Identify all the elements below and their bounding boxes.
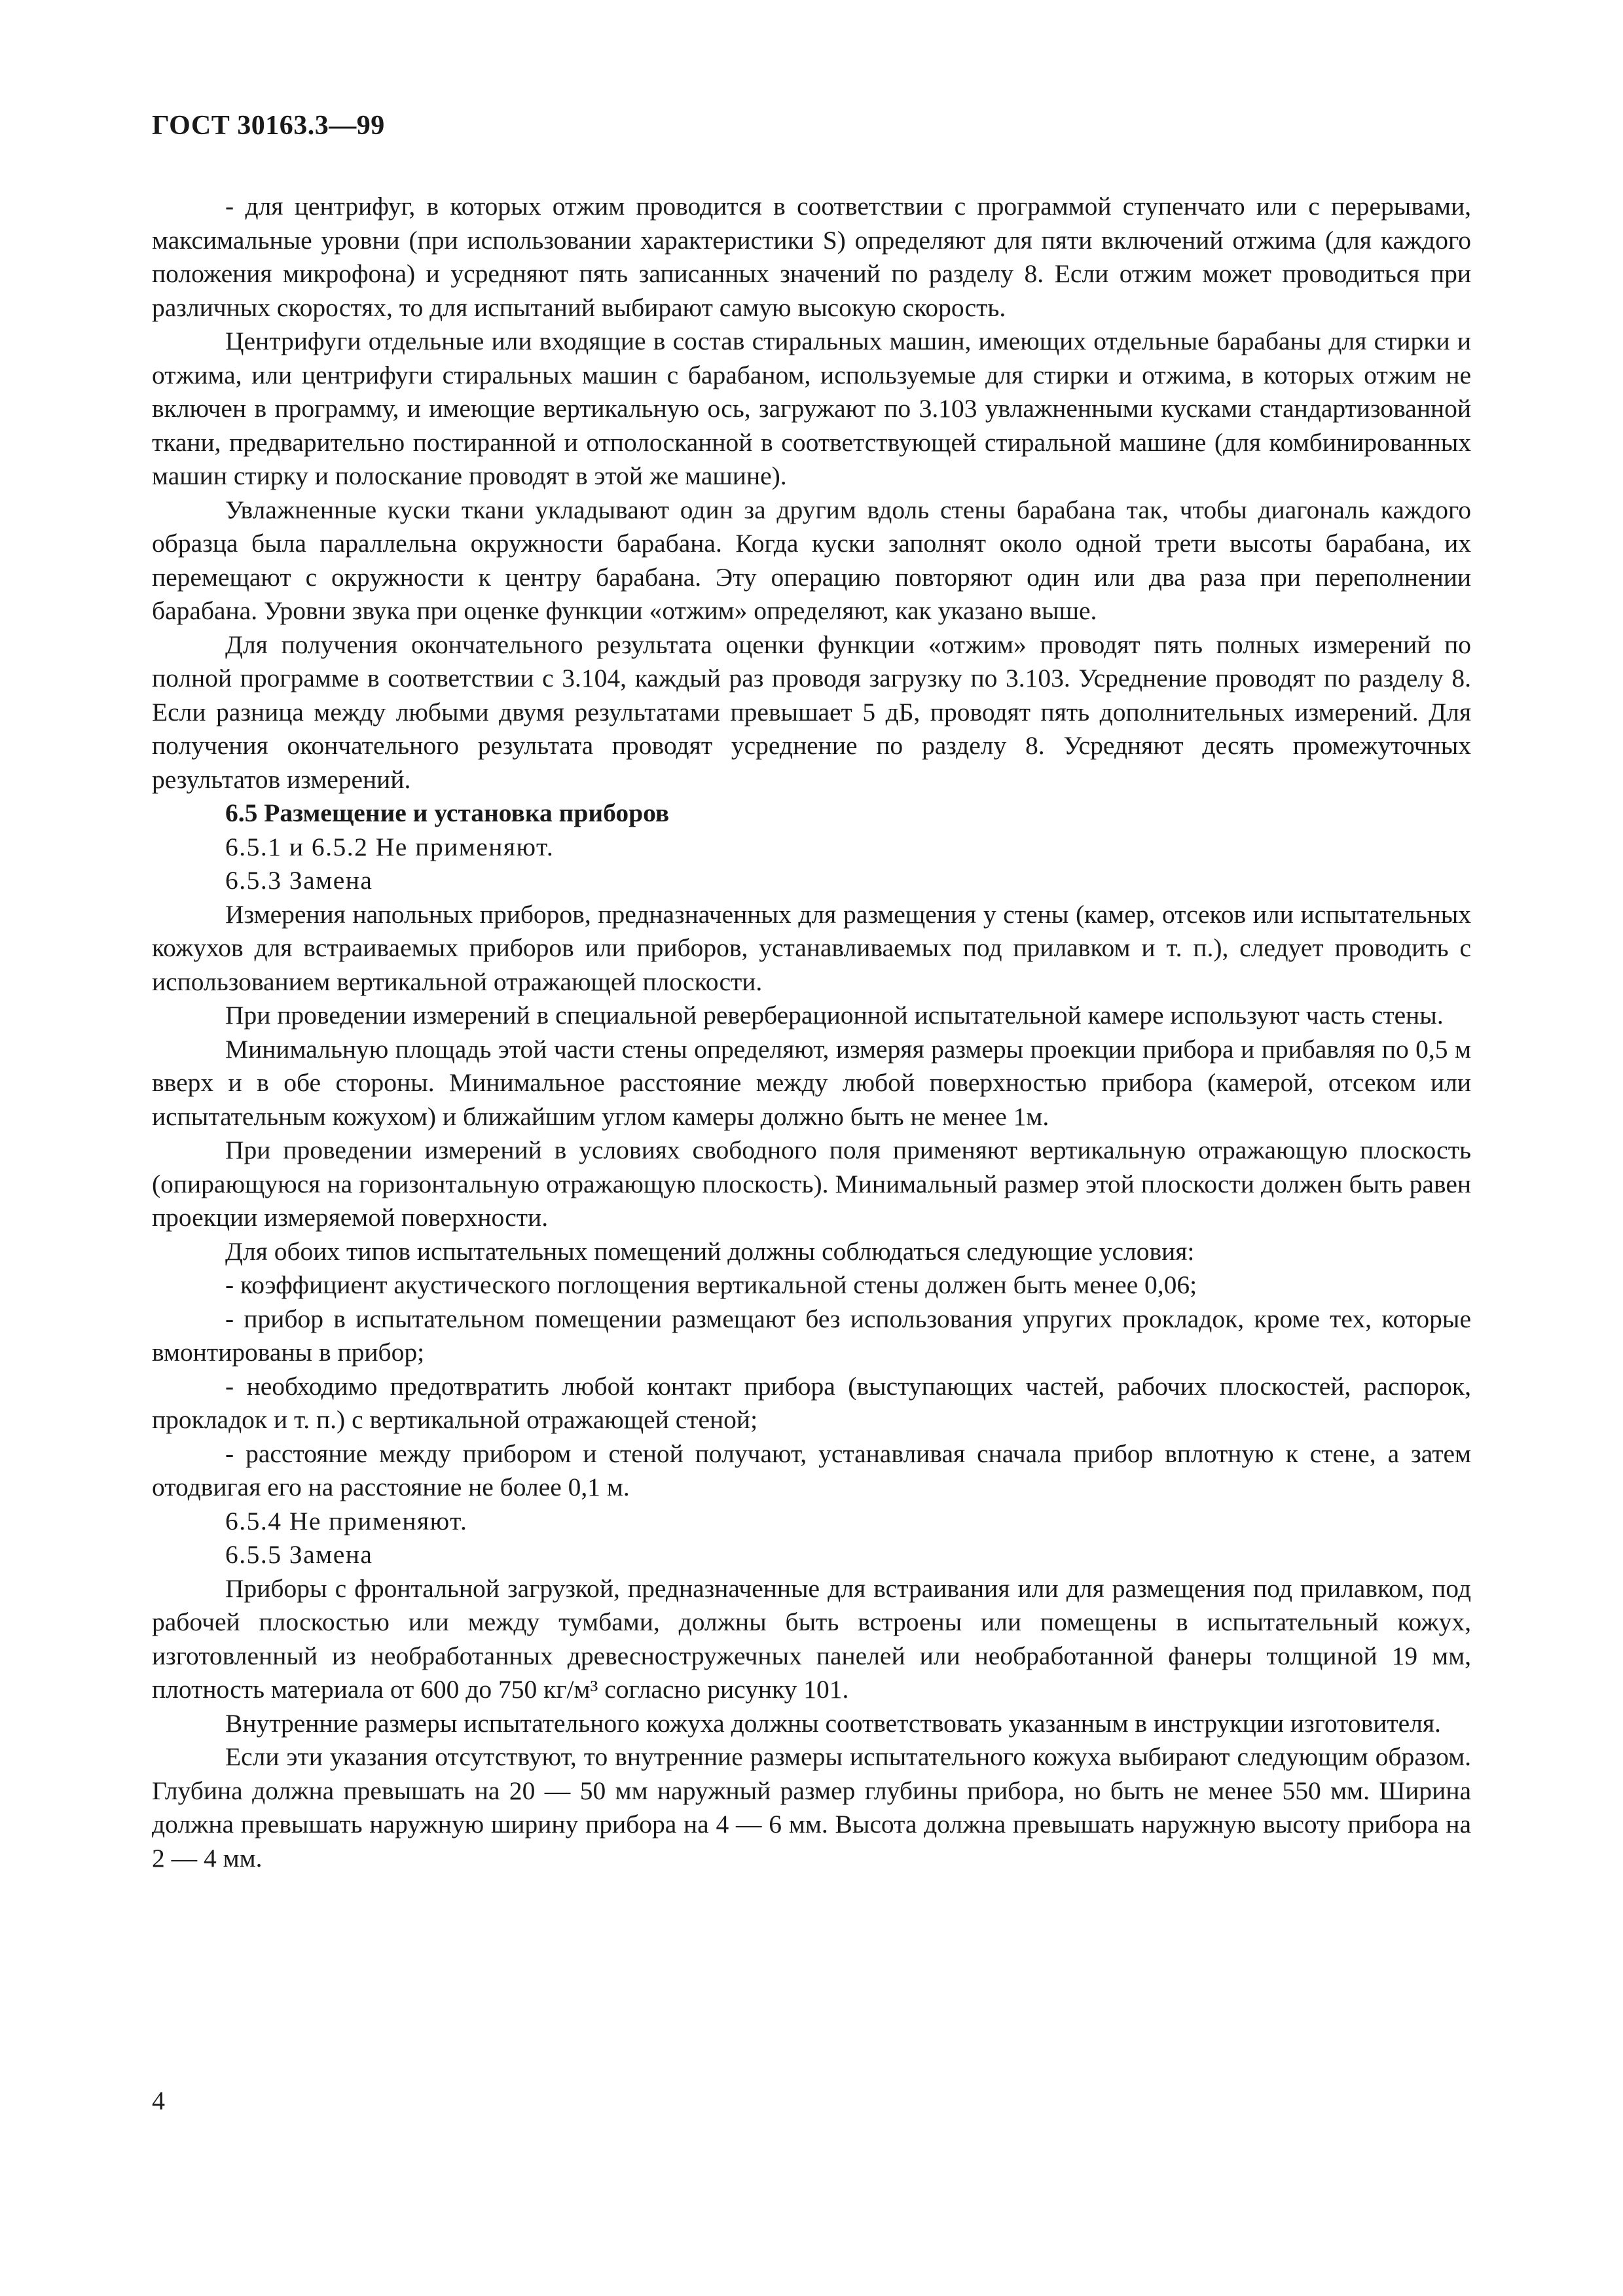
paragraph: Центрифуги отдельные или входящие в состав стиральных машин, имеющих отдельные барабаны для стирки и отжима, или центрифуги стиральных машин с барабаном, используемые для стирки и отжима, в которых отжим не включен в программу, и имеющие вертикальную ось, загружают по 3.103 увлажненными кусками стандартизованной ткани, предварительно постиранной и отполосканной в соответствующей стиральной машине (для комбинированных машин стирку и полоскание проводят в этой же машине). [152,327,1471,490]
body-text [152,190,1471,1875]
paragraph: - для центрифуг, в которых отжим проводится в соответствии с программой ступенчато или с перерывами, максимальные уровни (при использовании характеристики S) определяют для пяти включений отжима (для каждого положения микрофона) и усредняют пять записанных значений по разделу 8. Если отжим может проводиться при различных скоростях, то для испытаний выбирают самую высокую скорость. [152,192,1471,322]
subsection-line: 6.5.1 и 6.5.2 Не применяют. [225,832,555,861]
paragraph: Для обоих типов испытательных помещений должны соблюдаться следующие условия: [225,1236,1195,1266]
paragraph: Минимальную площадь этой части стены определяют, измеряя размеры проекции прибора и прибавляя по 0,5 м вверх и в обе стороны. Минимальное расстояние между любой поверхностью прибора (камерой, отсеком или испытательным кожухом) и ближайшим углом камеры должно быть не менее 1м. [152,1034,1471,1131]
paragraph: При проведении измерений в специальной реверберационной испытательной камере используют часть стены. [225,1001,1444,1030]
list-item: - необходимо предотвратить любой контакт прибора (выступающих частей, рабочих плоскостей, распорок, прокладок и т. п.) с вертикальной отражающей стеной; [152,1371,1471,1434]
paragraph: Измерения напольных приборов, предназначенных для размещения у стены (камер, отсеков или испытательных кожухов для встраиваемых приборов или приборов, устанавливаемых под прилавком и т. п.), следует проводить с использованием вертикальной отражающей плоскости. [152,899,1471,996]
subsection-line: 6.5.5 Замена [225,1540,373,1569]
paragraph: Если эти указания отсутствуют, то внутренние размеры испытательного кожуха выбирают следующим образом. Глубина должна превышать на 20 — 50 мм наружный размер глубины прибора, но быть не менее 550 мм. Ширина должна превышать наружную ширину прибора на 4 — 6 мм. Высота должна превышать наружную высоту прибора на 2 — 4 мм. [152,1742,1471,1873]
list-item: - прибор в испытательном помещении размещают без использования упругих прокладок, кроме тех, которые вмонтированы в прибор; [152,1304,1471,1367]
subsection-line: 6.5.3 Замена [225,866,373,895]
paragraph: Внутренние размеры испытательного кожуха должны соответствовать указанным в инструкции изготовителя. [225,1708,1441,1738]
document-header: ГОСТ 30163.3—99 [152,111,385,141]
list-item: - расстояние между прибором и стеной получают, устанавливая сначала прибор вплотную к стене, а затем отодвигая его на расстояние не более 0,1 м. [152,1439,1471,1501]
paragraph: Для получения окончательного результата оценки функции «отжим» проводят пять полных измерений по полной программе в соответствии с 3.104, каждый раз проводя загрузку по 3.103. Усреднение проводят по разделу 8. Если разница между любыми двумя результатами превышает 5 дБ, проводят пять дополнительных измерений. Для получения окончательного результата проводят усреднение по разделу 8. Усредняют десять промежуточных результатов измерений. [152,630,1471,794]
list-item: - коэффициент акустического поглощения вертикальной стены должен быть менее 0,06; [225,1270,1197,1299]
paragraph: При проведении измерений в условиях свободного поля применяют вертикальную отражающую плоскость (опирающуюся на горизонтальную отражающую плоскость). Минимальный размер этой плоскости должен быть равен проекции измеряемой поверхности. [152,1136,1471,1232]
paragraph: Приборы с фронтальной загрузкой, предназначенные для встраивания или для размещения под прилавком, под рабочей плоскостью или между тумбами, должны быть встроены или помещены в испытательный кожух, изготовленный из необработанных древесностружечных панелей или необработанной фанеры толщиной 19 мм, плотность материала от 600 до 750 кг/м³ согласно рисунку 101. [152,1573,1471,1704]
page-number: 4 [152,2086,165,2115]
subsection-line: 6.5.4 Не применяют. [225,1506,468,1535]
paragraph: Увлажненные куски ткани укладывают один за другим вдоль стены барабана так, чтобы диагональ каждого образца была параллельна окружности барабана. Когда куски заполнят около одной трети высоты барабана, их перемещают с окружности к центру барабана. Эту операцию повторяют один или два раза при переполнении барабана. Уровни звука при оценке функции «отжим» определяют, как указано выше. [152,495,1471,625]
section-heading: 6.5 Размещение и установка приборов [225,798,670,827]
